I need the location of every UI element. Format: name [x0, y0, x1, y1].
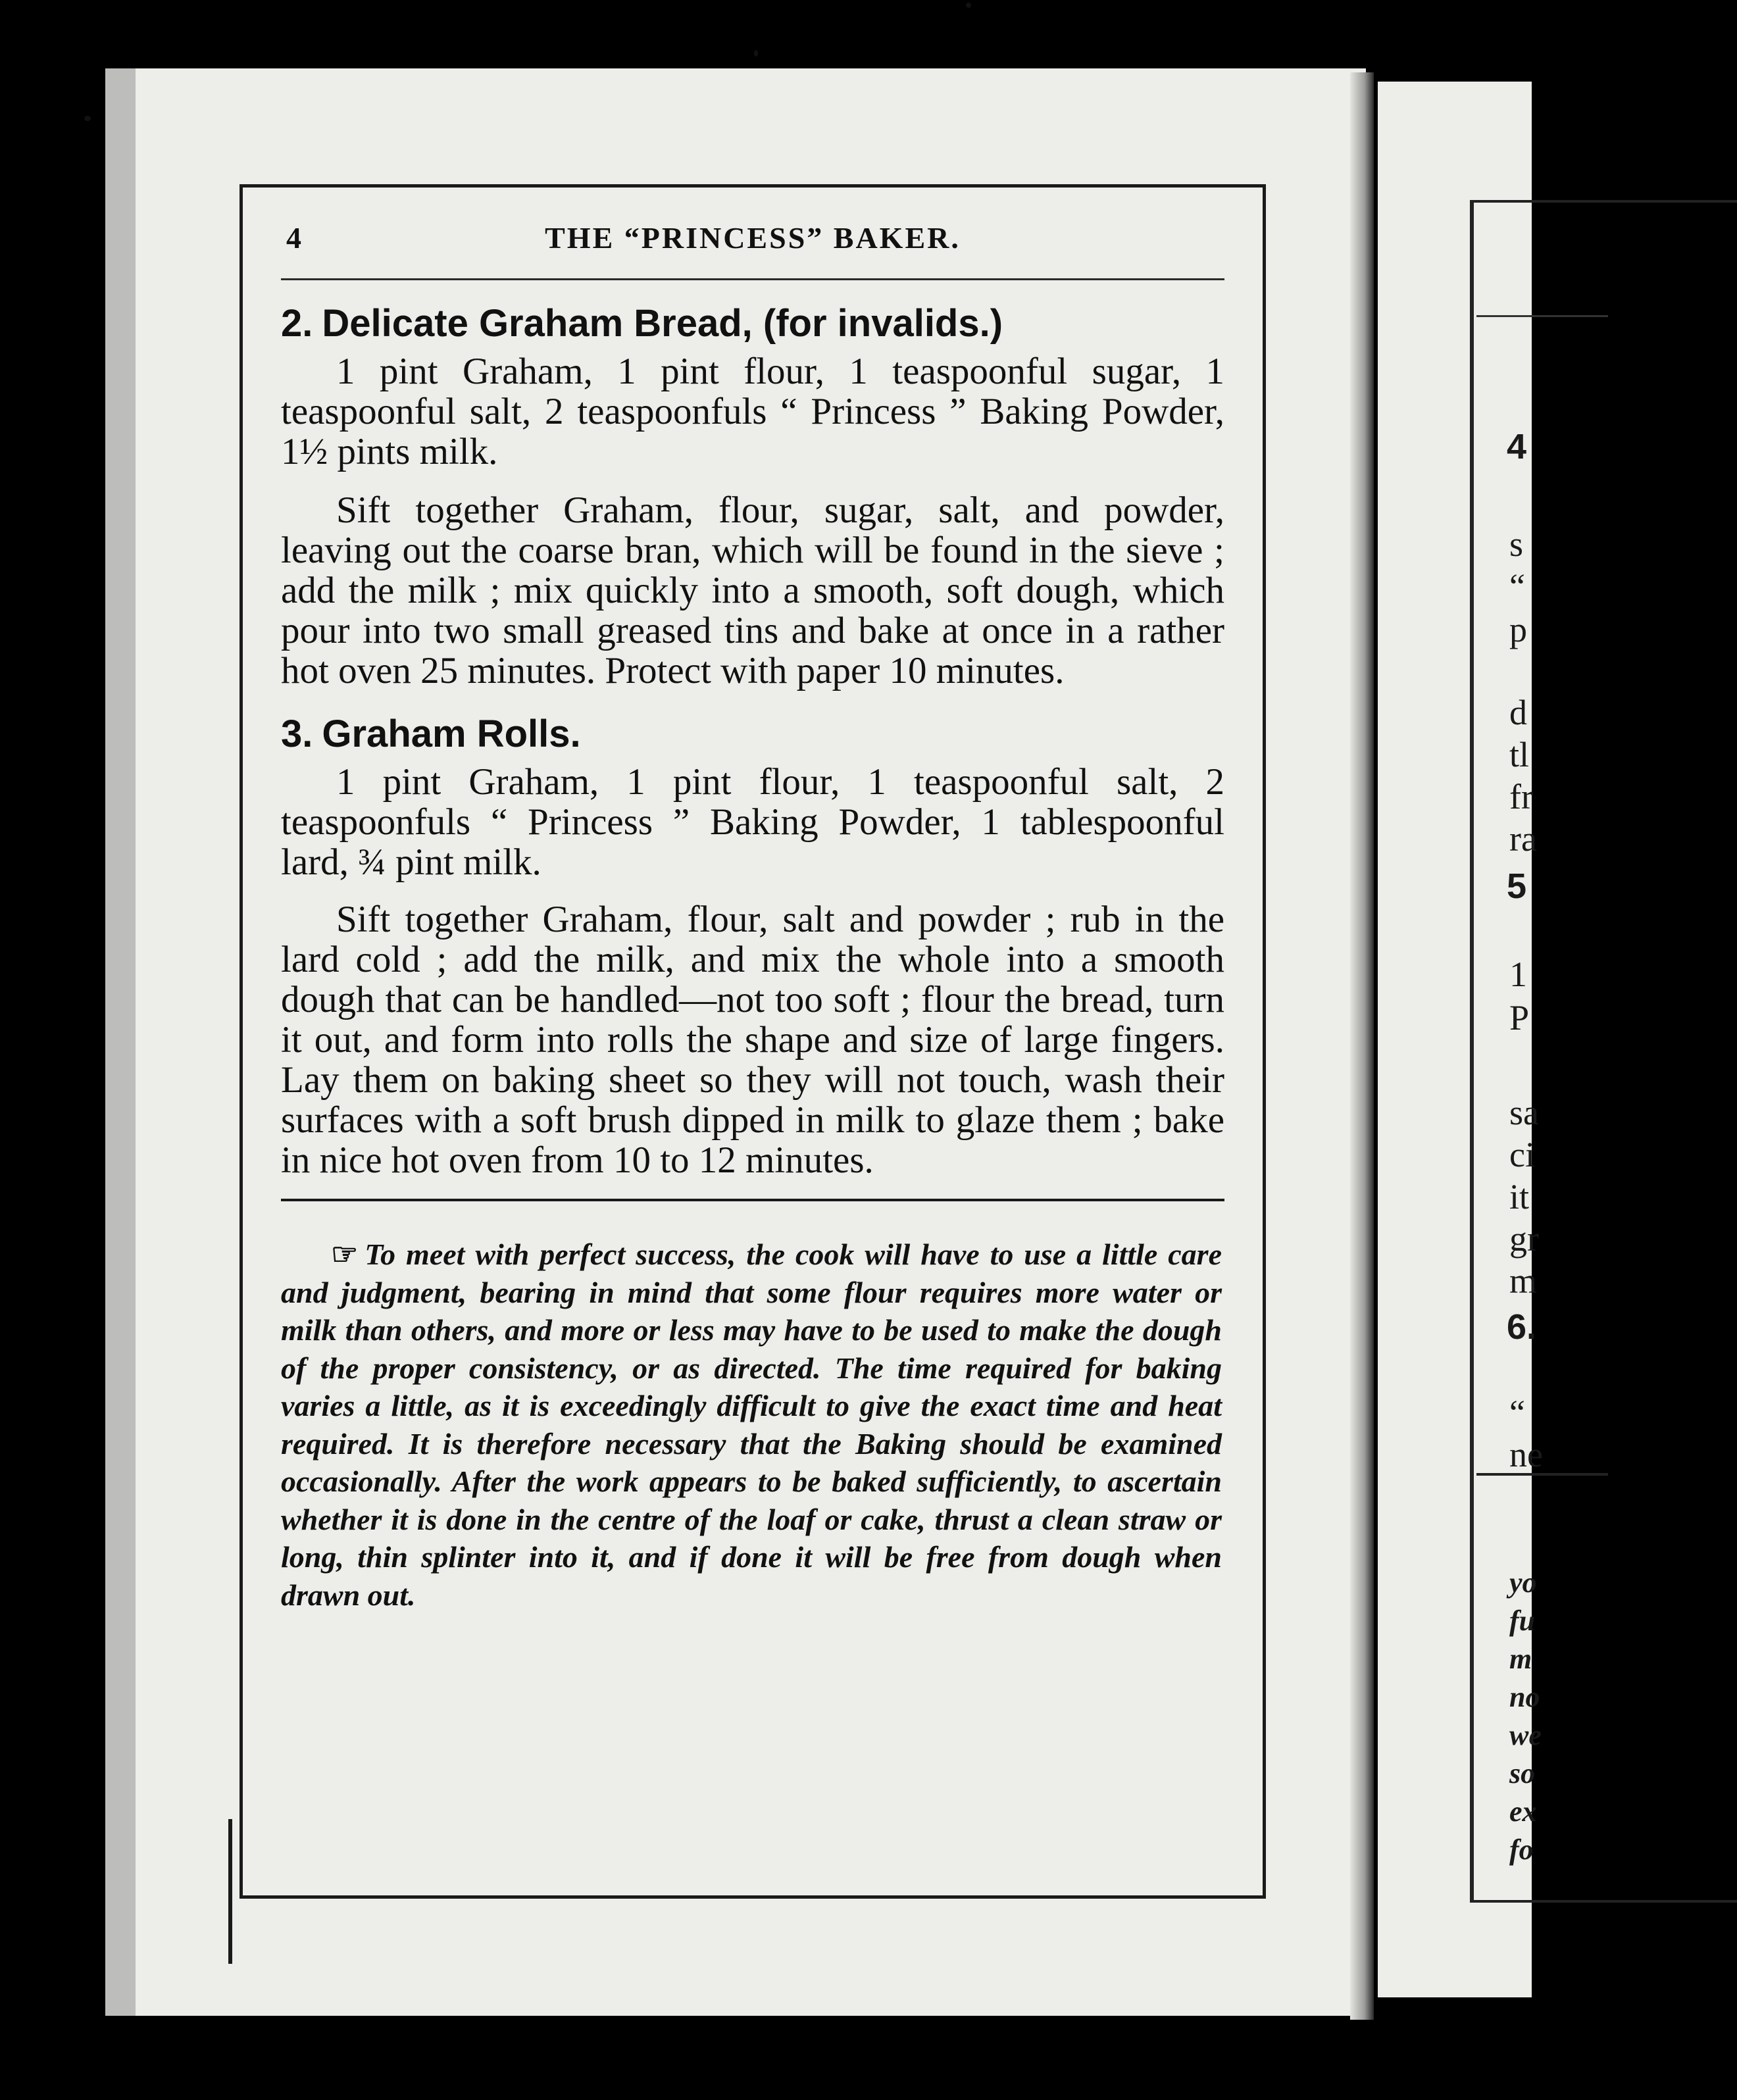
header-rule [281, 278, 1224, 280]
adjacent-fragment: it [1509, 1177, 1530, 1216]
recipe-ingredients: 1 pint Graham, 1 pint flour, 1 teaspoonful sugar, 1 teaspoonful salt, 2 teaspoonfuls “ Princess ” Baking Powder, 1½ pints milk. [281, 351, 1224, 472]
adjacent-fragment: d [1509, 693, 1527, 732]
adjacent-fragment: fr [1509, 777, 1533, 816]
adjacent-fragment: ne [1509, 1435, 1543, 1474]
adjacent-fragment: ex [1509, 1795, 1537, 1828]
recipe-name: Delicate Graham Bread, [322, 302, 753, 345]
adjacent-fragment: gr [1509, 1219, 1539, 1259]
book-spine-shadow [1350, 72, 1374, 2020]
adjacent-fragment: so [1509, 1757, 1536, 1789]
adjacent-fragment: ci [1509, 1135, 1535, 1174]
recipe-graham-rolls [281, 709, 1224, 1180]
recipe-delicate-graham-bread [281, 299, 1224, 691]
adjacent-fragment: tl [1509, 735, 1530, 774]
recipe-method: Sift together Graham, flour, sugar, salt, and powder, leaving out the coarse bran, which will be found in the sieve ; add the milk ; mix quickly into a smooth, soft dough, which pour into two small greased tins and bake at once in a rather hot oven 25 minutes. Protect with paper 10 minutes. [281, 489, 1224, 691]
adjacent-fragment: m [1509, 1643, 1532, 1675]
adjacent-fragment: s [1509, 524, 1524, 564]
adjacent-page-header-rule [1476, 315, 1608, 317]
adjacent-fragment: fo [1509, 1834, 1534, 1866]
recipe-number: 2. [281, 302, 313, 345]
adjacent-fragment: we [1509, 1719, 1542, 1751]
recipe-method: Sift together Graham, flour, salt and powder ; rub in the lard cold ; add the milk, and mix the whole into a smooth dough that can be handled—not too soft ; flour the bread, turn it out, and form into rolls the shape and size of large fingers. Lay them on baking sheet so they will not touch, wash their surfaces with a soft brush dipped in milk to glaze them ; bake in nice hot oven from 10 to 12 minutes. [281, 899, 1224, 1181]
note-rule [281, 1199, 1224, 1201]
adjacent-fragment: p [1509, 610, 1527, 649]
adjacent-fragment: “ [1509, 1393, 1525, 1432]
page-header [281, 214, 1224, 274]
adjacent-fragment: sa [1509, 1093, 1539, 1132]
adjacent-fragment: 4 [1507, 427, 1527, 466]
adjacent-fragment: 6. [1507, 1307, 1537, 1347]
baking-note [281, 1236, 1224, 1614]
page-number: 4 [286, 221, 303, 255]
recipe-ingredients: 1 pint Graham, 1 pint flour, 1 teaspoonful salt, 2 teaspoonfuls “ Princess ” Baking Powder, 1 tablespoonful lard, ¾ pint milk. [281, 761, 1224, 883]
adjacent-fragment: no [1509, 1681, 1540, 1713]
note-text: To meet with perfect success, the cook will have to use a little care and judgment, bearing in mind that some flour requires more water or milk than others, and more or less may have to be used to make the dough of the proper consistency, or as directed. The time required for baking varies a little, as it is exceedingly difficult to give the exact time and heat required. It is therefore necessary that the Baking should be examined occasionally. After the work appears to be baked sufficiently, to ascertain whether it is done in the centre of the loaf or cake, thrust a clean straw or long, thin splinter into it, and if done it will be free from dough when drawn out. [281, 1238, 1222, 1612]
pointing-hand-icon: ☞ [331, 1238, 359, 1271]
adjacent-fragment: ra [1509, 819, 1537, 859]
adjacent-fragment: fu [1509, 1605, 1536, 1637]
recipe-name: Graham Rolls. [322, 712, 581, 755]
text-frame [239, 184, 1266, 1899]
recipe-subtitle: (for invalids.) [763, 302, 1003, 345]
adjacent-page [1378, 82, 1543, 1997]
recipe-title [281, 709, 1224, 759]
adjacent-fragment: P [1509, 998, 1530, 1038]
adjacent-fragment: yo [1509, 1566, 1537, 1599]
adjacent-fragment: “ [1509, 566, 1525, 606]
page-edge-shadow [105, 68, 136, 2016]
adjacent-fragment: 1 [1509, 955, 1527, 994]
running-title: THE “PRINCESS” BAKER. [545, 221, 961, 255]
adjacent-fragment: m [1509, 1261, 1538, 1301]
recipe-number: 3. [281, 712, 313, 755]
adjacent-fragment: 5 [1507, 866, 1527, 906]
recipe-title [281, 299, 1224, 349]
